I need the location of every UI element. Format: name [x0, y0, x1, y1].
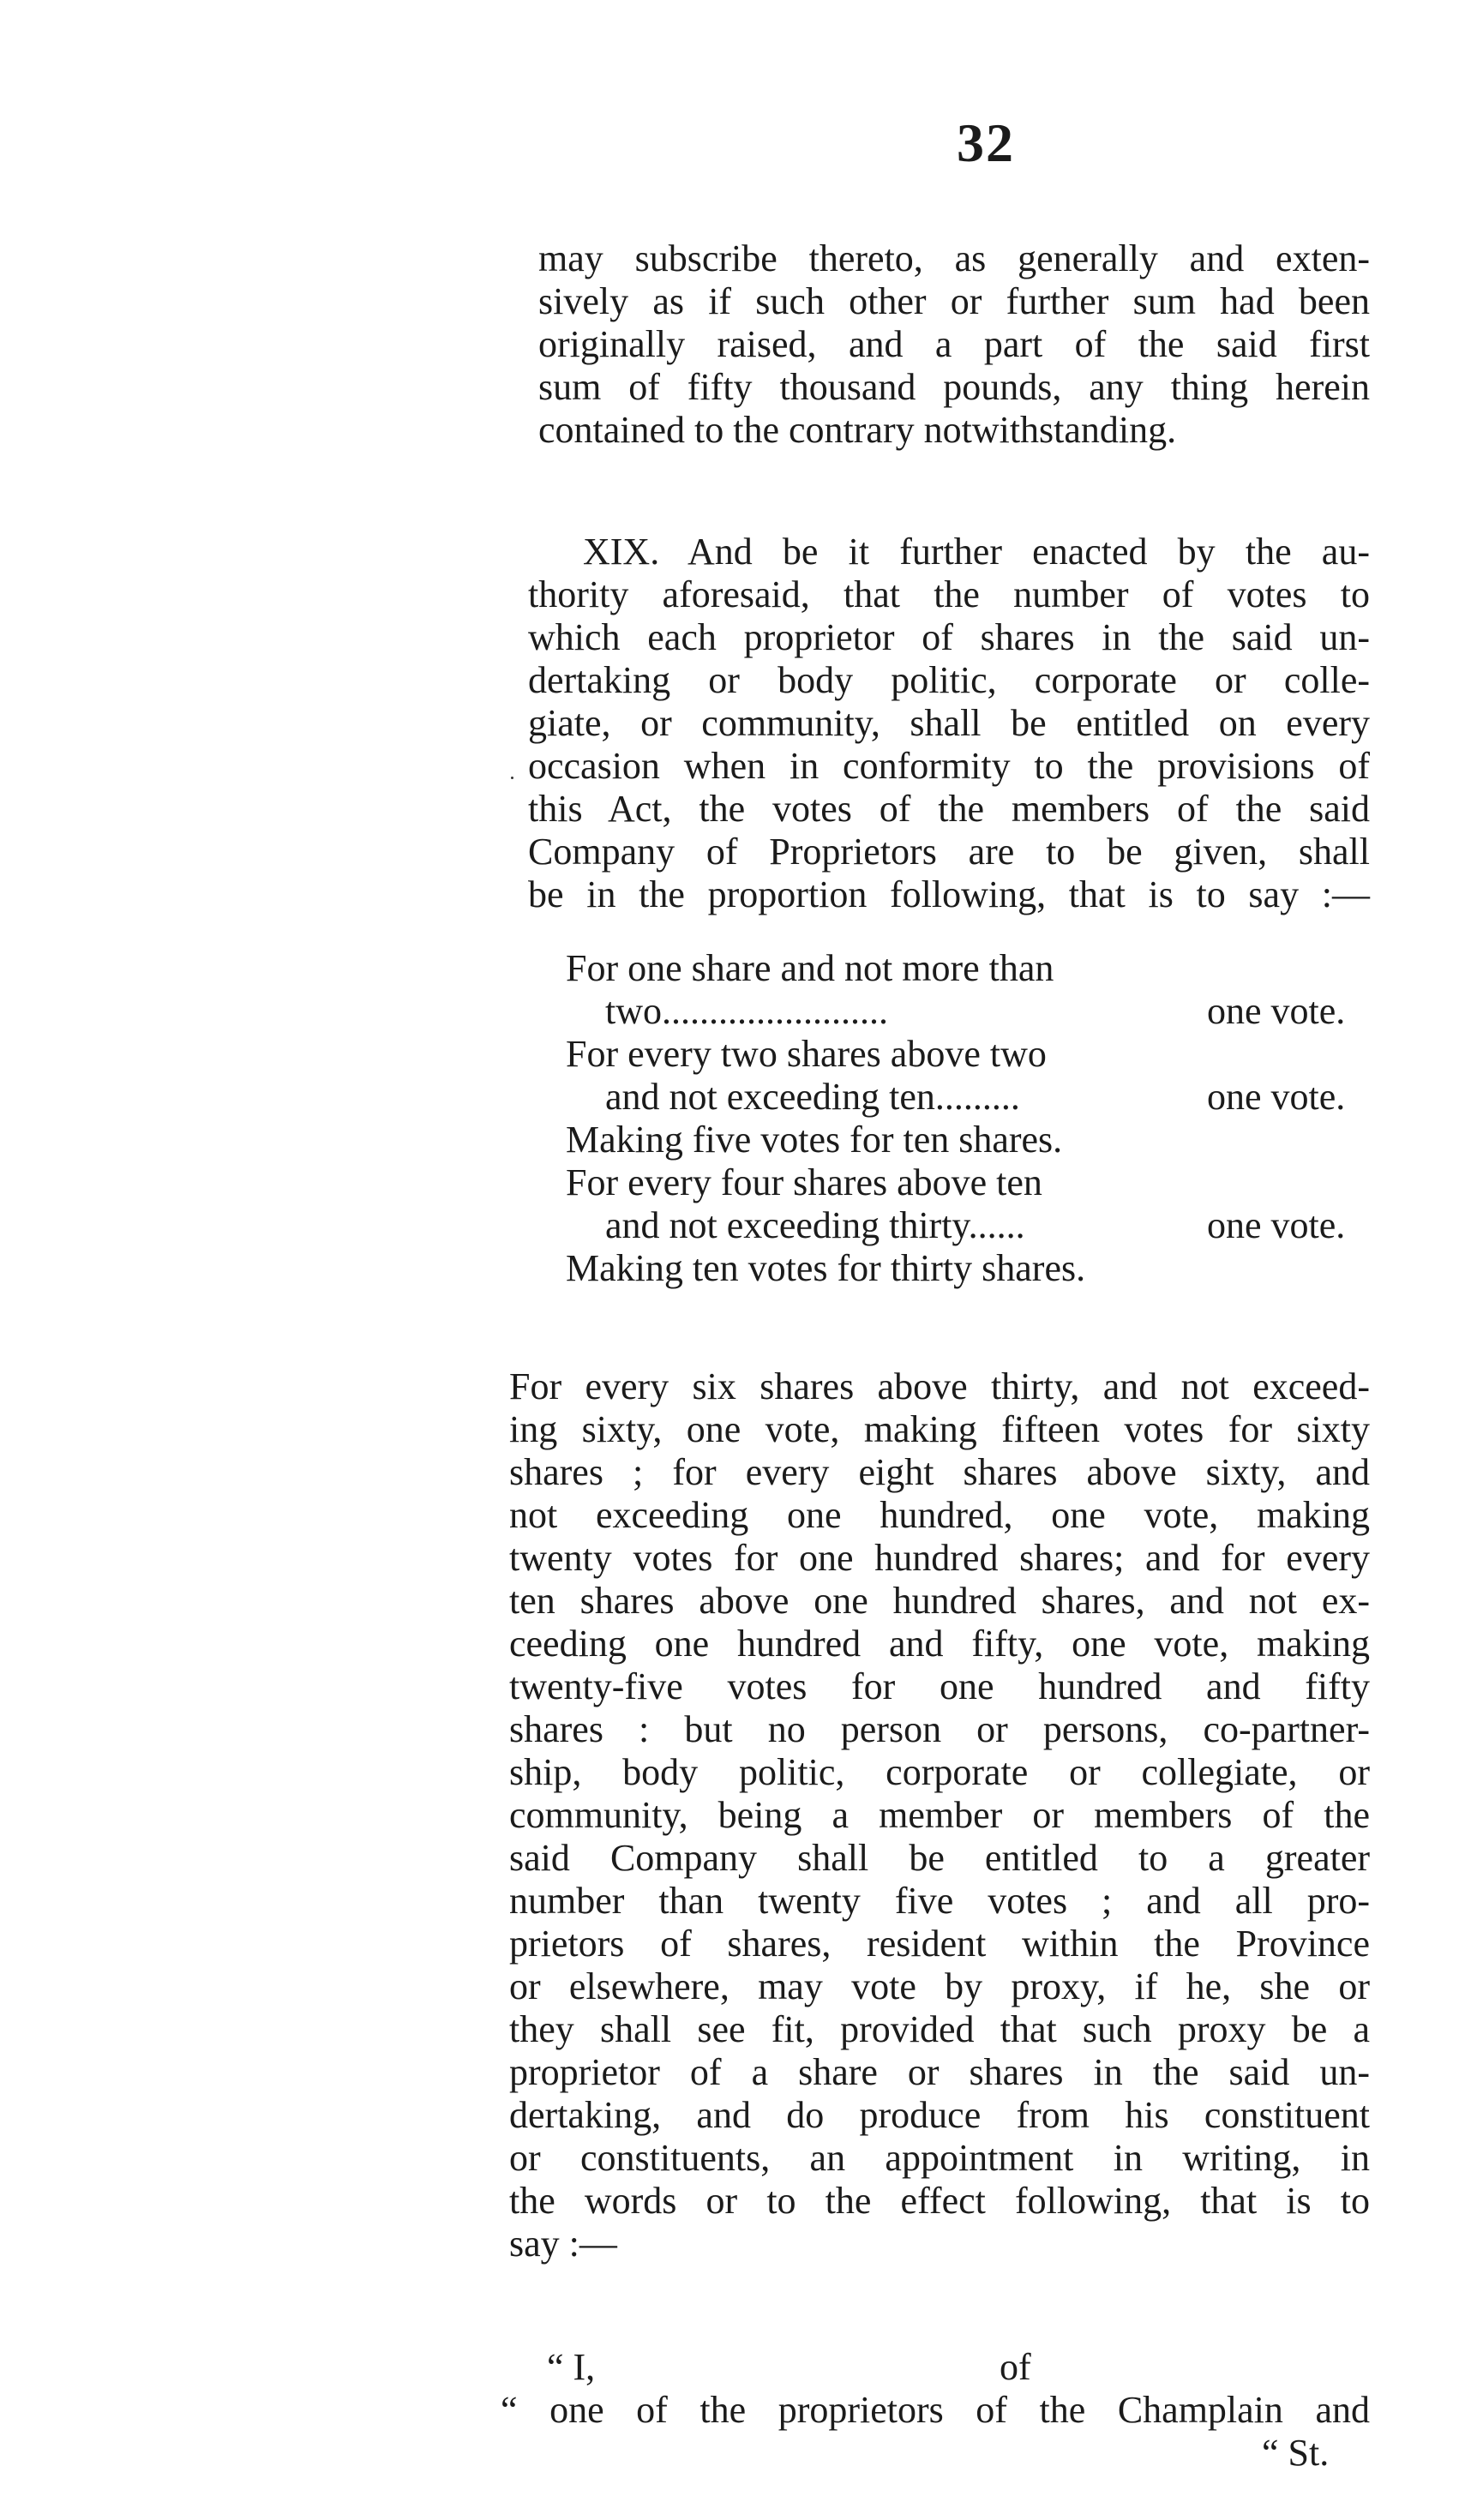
text-line: be in the proportion following, that is to say :—	[528, 873, 1370, 915]
text-line: XIX. And be it further enacted by the au-	[583, 531, 1370, 573]
text-line: not exceeding one hundred, one vote, making	[509, 1494, 1370, 1536]
schedule-line: two........................	[605, 990, 888, 1032]
text-line: which each proprietor of shares in the said un-	[528, 616, 1370, 658]
form-line-start: “ I,	[547, 2346, 596, 2388]
form-line: “ one of the proprietors of the Champlain and	[501, 2389, 1370, 2431]
text-line: originally raised, and a part of the said first	[538, 323, 1370, 365]
text-line: or elsewhere, may vote by proxy, if he, she or	[509, 1965, 1370, 2007]
schedule-line: For every two shares above two	[566, 1033, 1047, 1075]
schedule-line: and not exceeding thirty......	[605, 1204, 1025, 1246]
text-line: occasion when in conformity to the provisions of	[528, 745, 1370, 787]
schedule-line: For one share and not more than	[566, 947, 1054, 989]
text-line: giate, or community, shall be entitled on every	[528, 702, 1370, 744]
text-line: shares ; for every eight shares above sixty, and	[509, 1451, 1370, 1493]
form-line-of: of	[1000, 2346, 1031, 2388]
text-line: twenty votes for one hundred shares; and for every	[509, 1537, 1370, 1579]
text-line: Company of Proprietors are to be given, shall	[528, 831, 1370, 873]
text-line: dertaking or body politic, corporate or colle-	[528, 659, 1370, 701]
schedule-vote: one vote.	[1207, 1204, 1346, 1246]
text-line: ing sixty, one vote, making fifteen votes for sixty	[509, 1408, 1370, 1450]
schedule-vote: one vote.	[1207, 1076, 1346, 1118]
ink-speck	[511, 777, 513, 779]
text-line: community, being a member or members of the	[509, 1794, 1370, 1836]
text-line: ten shares above one hundred shares, and not ex-	[509, 1580, 1370, 1622]
schedule-line: Making ten votes for thirty shares.	[566, 1247, 1086, 1289]
text-line: said Company shall be entitled to a greater	[509, 1837, 1370, 1879]
text-line: contained to the contrary notwithstanding.	[538, 409, 1177, 451]
text-line: For every six shares above thirty, and not exceed-	[509, 1365, 1370, 1407]
text-line: this Act, the votes of the members of the said	[528, 788, 1370, 830]
schedule-line: and not exceeding ten.........	[605, 1076, 1020, 1118]
text-line: the words or to the effect following, that is to	[509, 2180, 1370, 2222]
text-line: ceeding one hundred and fifty, one vote, making	[509, 1623, 1370, 1665]
text-line: ship, body politic, corporate or collegiate, or	[509, 1751, 1370, 1793]
text-line: shares : but no person or persons, co-partner-	[509, 1708, 1370, 1750]
text-line: sively as if such other or further sum had been	[538, 280, 1370, 322]
schedule-line: For every four shares above ten	[566, 1161, 1042, 1203]
text-line: twenty-five votes for one hundred and fifty	[509, 1665, 1370, 1707]
text-line: sum of fifty thousand pounds, any thing herein	[538, 366, 1370, 408]
text-line: thority aforesaid, that the number of votes to	[528, 573, 1370, 615]
schedule-vote: one vote.	[1207, 990, 1346, 1032]
text-line: they shall see fit, provided that such proxy be a	[509, 2008, 1370, 2050]
text-line: proprietor of a share or shares in the said un-	[509, 2051, 1370, 2093]
page-number: 32	[957, 112, 1015, 173]
text-line: or constituents, an appointment in writing, in	[509, 2137, 1370, 2179]
schedule-line: Making five votes for ten shares.	[566, 1119, 1063, 1161]
text-line: may subscribe thereto, as generally and exten-	[538, 237, 1370, 279]
text-line: say :—	[509, 2223, 617, 2265]
text-line: dertaking, and do produce from his constituent	[509, 2094, 1370, 2136]
text-line: number than twenty five votes ; and all pro-	[509, 1880, 1370, 1922]
catchword: “ St.	[1262, 2432, 1330, 2474]
text-line: prietors of shares, resident within the Province	[509, 1923, 1370, 1965]
